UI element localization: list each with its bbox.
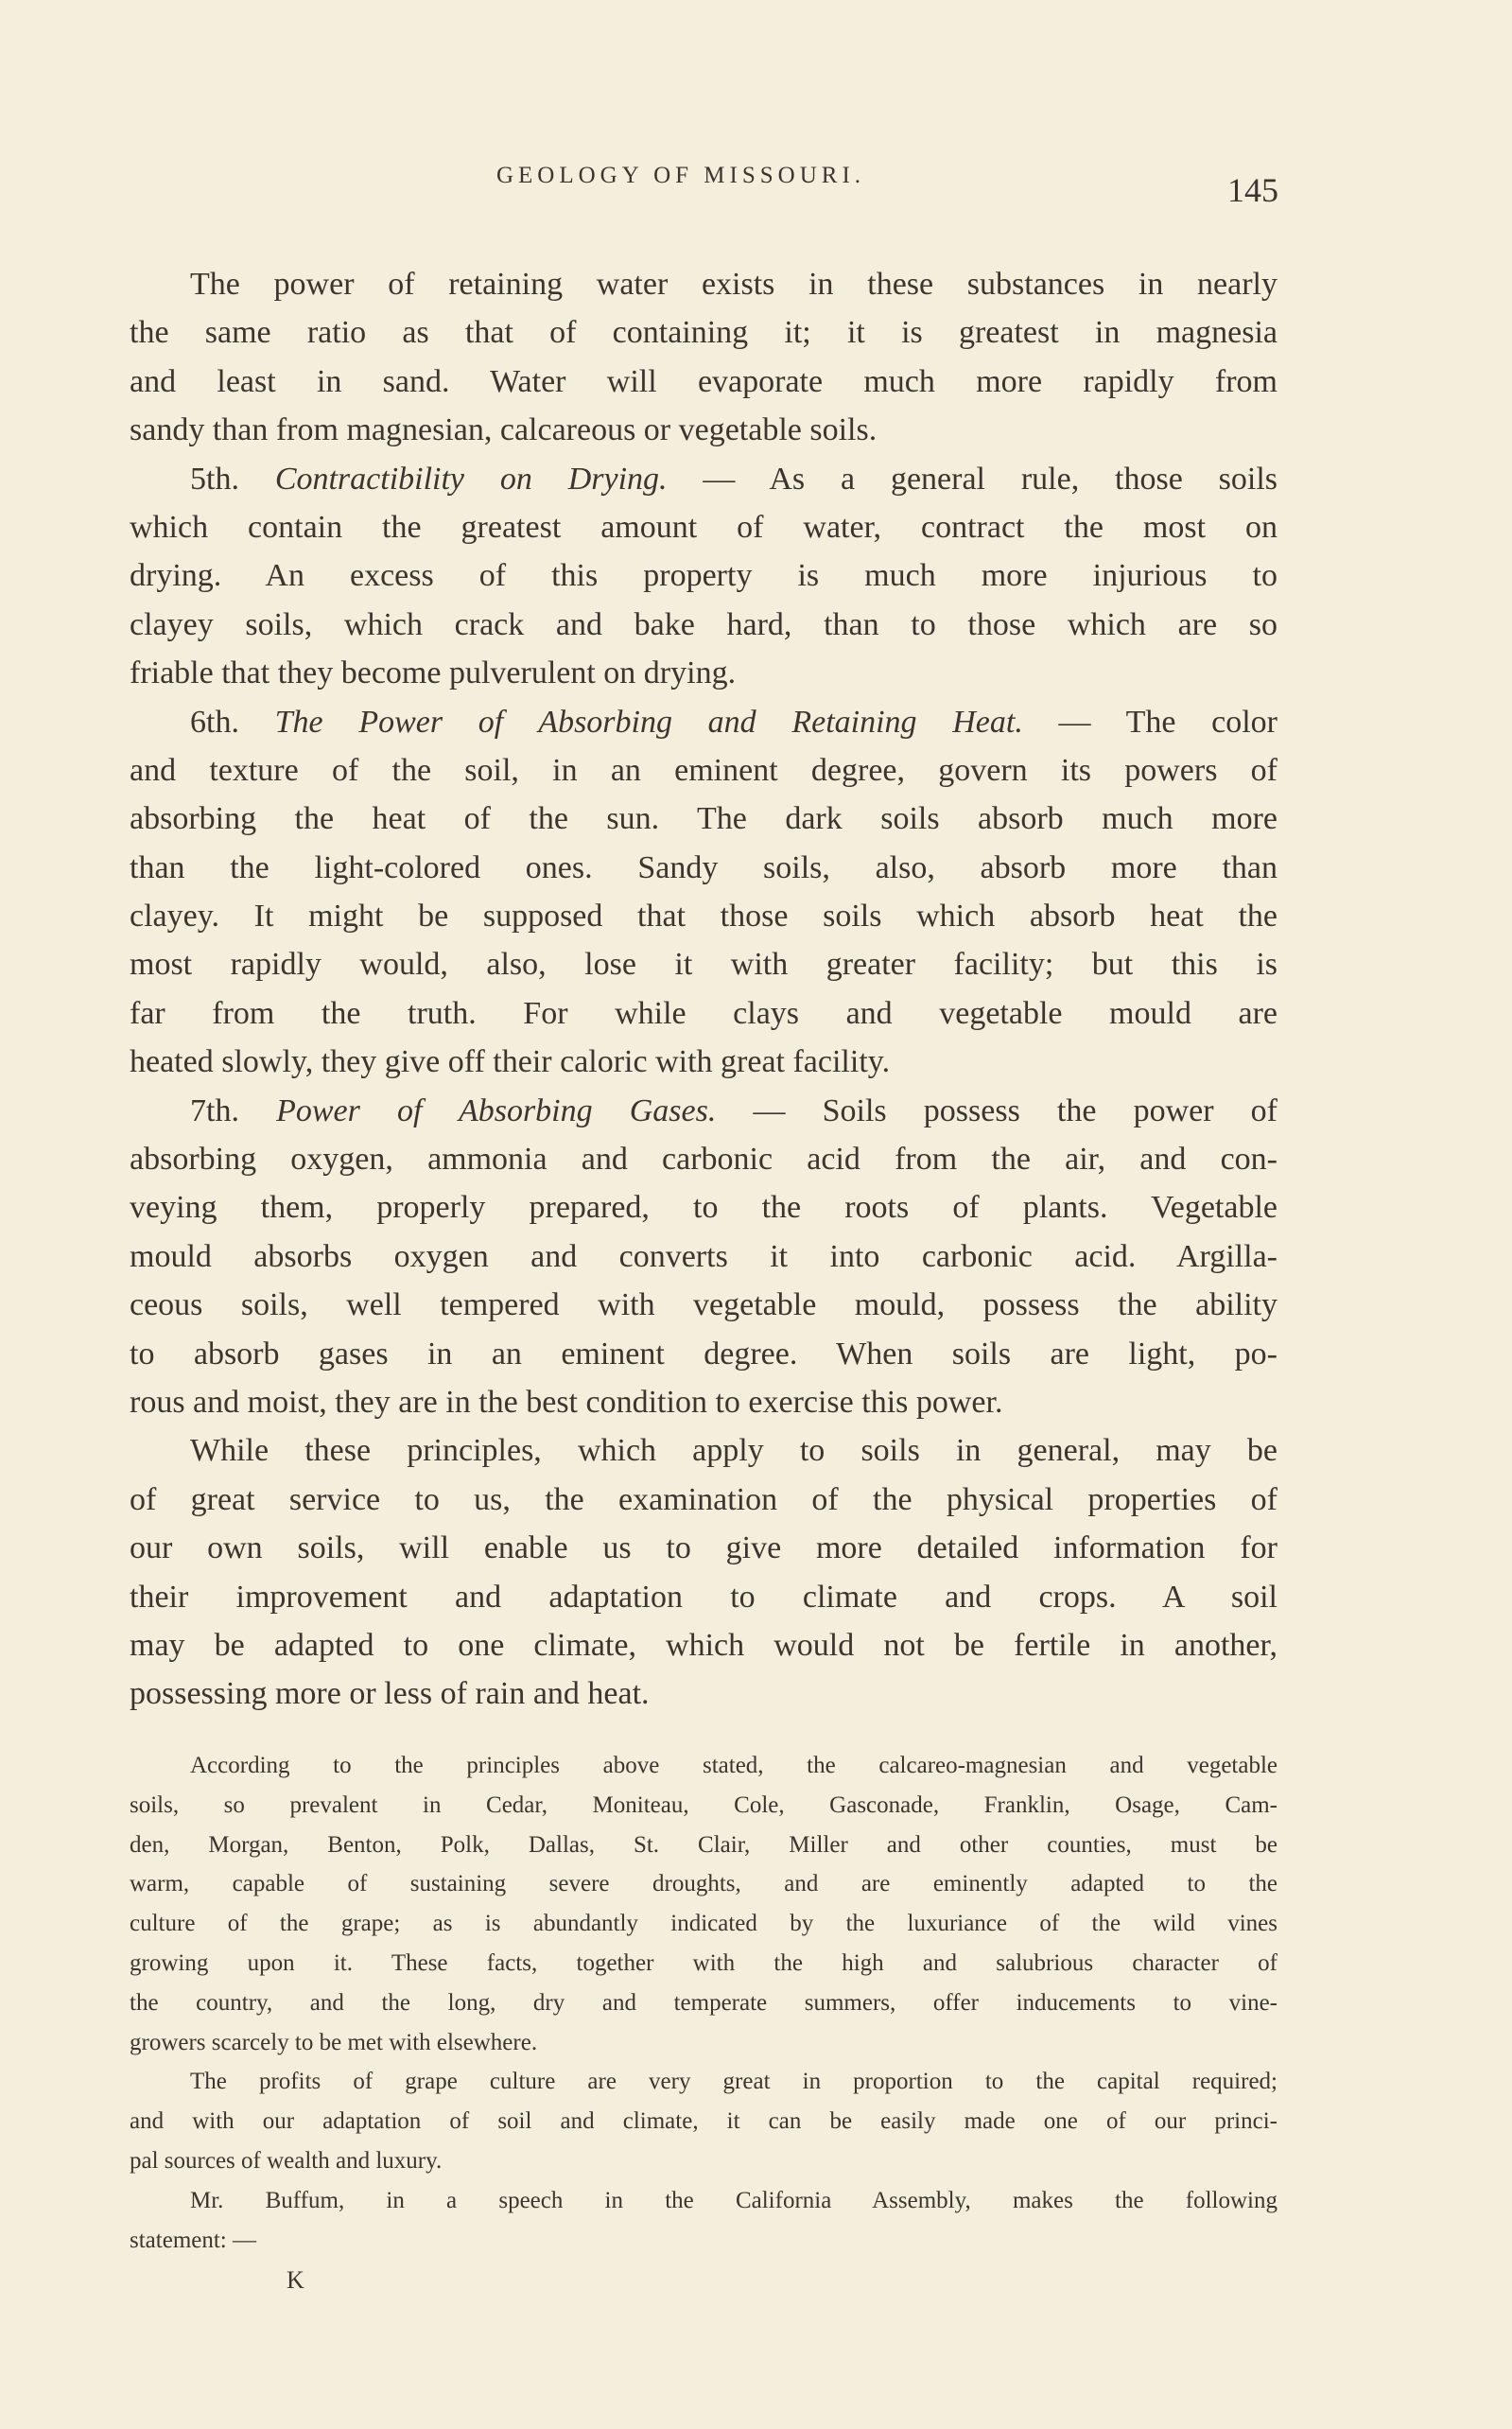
text-line: statement: — [130, 2227, 256, 2253]
text-line: ceous soils, well tempered with vegetable mould, possess the ability [130, 1287, 1277, 1323]
text-line: possessing more or less of rain and heat. [130, 1676, 650, 1712]
text-line: friable that they become pulverulent on drying. [130, 655, 737, 691]
text-line: clayey. It might be supposed that those soils which absorb heat the [130, 899, 1277, 935]
lead-text: — The color [1058, 704, 1277, 740]
text-line: of great service to us, the examination of the physical properties of [130, 1481, 1277, 1517]
section-number: 5th. [190, 461, 239, 497]
text-line: soils, so prevalent in Cedar, Moniteau, Cole, Gasconade, Franklin, Osage, Cam- [130, 1791, 1277, 1818]
text-line: The profits of grape culture are very great in proportion to the capital required; [190, 2069, 1277, 2095]
text-line: rous and moist, they are in the best condition to exercise this power. [130, 1384, 1003, 1420]
paragraph-lead-line [130, 455, 1277, 503]
text-line: veying them, properly prepared, to the roots of plants. Vegetable [130, 1190, 1277, 1226]
text-line: the same ratio as that of containing it; it is greatest in magnesia [130, 315, 1277, 351]
text-line: According to the principles above stated, the calcareo-magnesian and vegetable [190, 1753, 1277, 1778]
text-line: the country, and the long, dry and temperate summers, offer inducements to vine- [130, 1989, 1277, 2016]
text-line: Mr. Buffum, in a speech in the California Assembly, makes the following [190, 2187, 1277, 2213]
text-line: and with our adaptation of soil and climate, it can be easily made one of our princi- [130, 2108, 1277, 2135]
running-title: GEOLOGY OF MISSOURI. [495, 163, 866, 188]
section-number: 7th. [190, 1092, 239, 1128]
text-line: pal sources of wealth and luxury. [130, 2147, 443, 2174]
text-line: far from the truth. For while clays and vegetable mould are [130, 995, 1277, 1031]
text-line: The power of retaining water exists in these substances in nearly [190, 267, 1277, 302]
lead-text: — As a general rule, those soils [703, 461, 1278, 497]
text-line: our own soils, will enable us to give more detailed information for [130, 1530, 1277, 1566]
lead-text: — Soils possess the power of [753, 1092, 1278, 1128]
text-line: and least in sand. Water will evaporate much more rapidly from [130, 363, 1277, 399]
text-line: drying. An excess of this property is much more injurious to [130, 558, 1277, 594]
text-line: to absorb gases in an eminent degree. When soils are light, po- [130, 1336, 1277, 1372]
section-heading: The Power of Absorbing and Retaining Heat. [274, 704, 1023, 740]
text-line: growers scarcely to be met with elsewhere. [130, 2029, 538, 2055]
section-number: 6th. [190, 704, 239, 740]
text-line: mould absorbs oxygen and converts it into carbonic acid. Argilla- [130, 1238, 1277, 1274]
text-line: absorbing the heat of the sun. The dark soils absorb much more [130, 801, 1277, 837]
text-line: culture of the grape; as is abundantly indicated by the luxuriance of the wild vines [130, 1911, 1277, 1937]
text-line: heated slowly, they give off their caloric with great facility. [130, 1044, 891, 1080]
text-line: their improvement and adaptation to climate and crops. A soil [130, 1579, 1277, 1615]
text-line: which contain the greatest amount of water, contract the most on [130, 509, 1277, 545]
signature-mark: K [287, 2266, 304, 2294]
footnote-text [130, 1746, 1277, 2260]
paragraph-lead-line [130, 698, 1277, 746]
text-line: clayey soils, which crack and bake hard, than to those which are so [130, 606, 1277, 642]
paragraph-lead-line [130, 1087, 1277, 1135]
text-line: While these principles, which apply to soils in general, may be [190, 1433, 1277, 1469]
text-line: and texture of the soil, in an eminent degree, govern its powers of [130, 752, 1277, 788]
text-line: den, Morgan, Benton, Polk, Dallas, St. Clair, Miller and other counties, must be [130, 1831, 1277, 1858]
text-line: sandy than from magnesian, calcareous or vegetable soils. [130, 412, 878, 448]
text-line: most rapidly would, also, lose it with greater facility; but this is [130, 947, 1277, 983]
text-line: than the light-colored ones. Sandy soils, also, absorb more than [130, 849, 1277, 885]
section-heading: Contractibility on Drying. [274, 461, 668, 497]
text-line: absorbing oxygen, ammonia and carbonic acid from the air, and con- [130, 1142, 1277, 1178]
text-line: growing upon it. These facts, together with the high and salubrious character of [130, 1949, 1277, 1976]
text-line: warm, capable of sustaining severe droughts, and are eminently adapted to the [130, 1871, 1277, 1897]
text-line: may be adapted to one climate, which would not be fertile in another, [130, 1627, 1277, 1663]
main-text [130, 260, 1277, 1719]
page-number: 145 [1227, 171, 1278, 209]
section-heading: Power of Absorbing Gases. [276, 1092, 717, 1128]
